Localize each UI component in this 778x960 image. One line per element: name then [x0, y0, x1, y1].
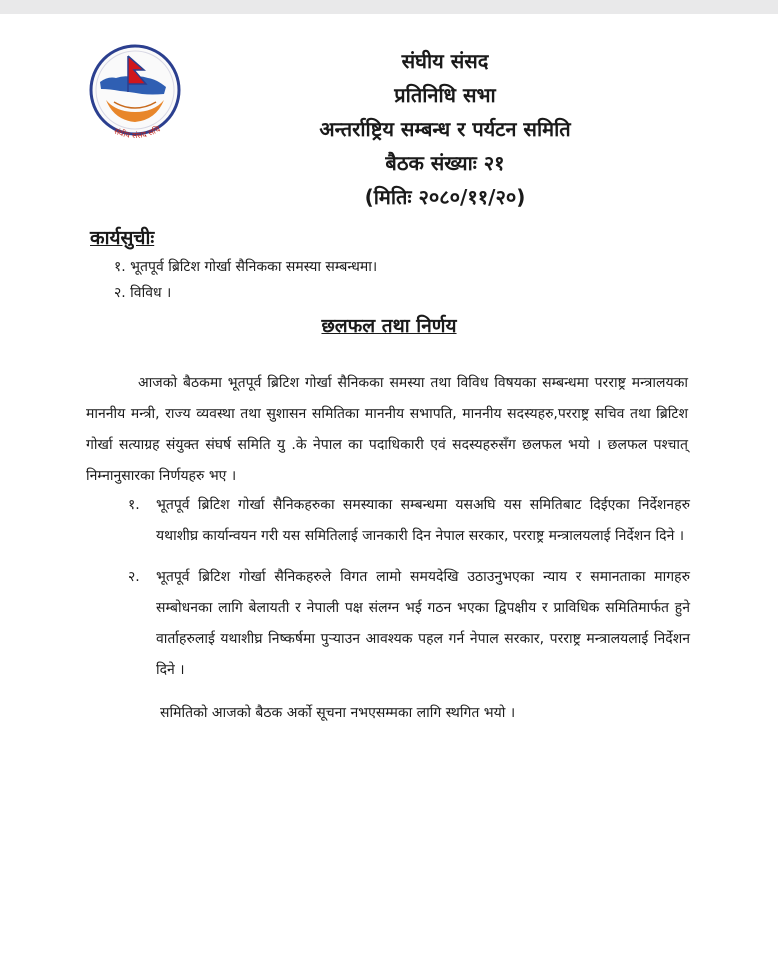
- closing-statement: समितिको आजको बैठक अर्को सूचना नभएसम्मका लागि स्थगित भयो ।: [160, 705, 516, 721]
- discussion-title: छलफल तथा निर्णय: [321, 315, 457, 337]
- decision-item: [128, 490, 690, 552]
- header-parliament: संघीय संसद: [401, 49, 489, 73]
- decision-number: १.: [128, 497, 140, 513]
- header-date: (मितिः २०८०/११/२०): [364, 185, 526, 209]
- header-house: प्रतिनिधि सभा: [394, 83, 496, 107]
- svg-text:संघीय संसद सचिवालय: संघीय संसद सचि: [112, 124, 162, 141]
- agenda-item: २. विविध ।: [114, 285, 172, 301]
- document-page: [0, 14, 778, 960]
- discussion-paragraph: आजको बैठकमा भूतपूर्व ब्रिटिश गोर्खा सैनिकका समस्या तथा विविध विषयका सम्बन्धमा परराष्ट्र मन्त्रालयका माननीय मन्त्री, राज्य व्यवस्था तथा सुशासन समितिका माननीय सभापति, माननीय सदस्यहरु,परराष्ट्र सचिव तथा ब्रिटिश गोर्खा सत्याग्रह संयुक्त संघर्ष समिति यु .के नेपाल का पदाधिकारी एवं सदस्यहरुसँग छलफल भयो । छलफल पश्चात् निम्नानुसारका निर्णयहरु भए ।: [86, 375, 688, 484]
- decision-number: २.: [128, 569, 140, 585]
- decision-list: [128, 490, 690, 696]
- agenda-item: १. भूतपूर्व ब्रिटिश गोर्खा सैनिकका समस्या सम्बन्धमा।: [114, 259, 378, 275]
- parliament-emblem-icon: [86, 42, 184, 154]
- top-margin-bar: [0, 0, 778, 14]
- agenda-list: [114, 254, 377, 306]
- document-header: [240, 44, 650, 214]
- decision-text: भूतपूर्व ब्रिटिश गोर्खा सैनिकहरुले विगत लामो समयदेखि उठाउनुभएका न्याय र समानताका मागहरु सम्बोधनका लागि बेलायती र नेपाली पक्ष संलग्न भई गठन भएका द्विपक्षीय र प्राविधिक समितिमार्फत हुने वार्ताहरुलाई यथाशीघ्र निष्कर्षमा पुऱ्याउन आवश्यक पहल गर्न नेपाल सरकार, परराष्ट्र मन्त्रालयलाई निर्देशन दिने ।: [156, 569, 690, 678]
- decision-text: भूतपूर्व ब्रिटिश गोर्खा सैनिकहरुका समस्याका सम्बन्धमा यसअघि यस समितिबाट दिईएका निर्देशनहरु यथाशीघ्र कार्यान्वयन गरी यस समितिलाई जानकारी दिन नेपाल सरकार, परराष्ट्र मन्त्रालयलाई निर्देशन दिने ।: [156, 497, 690, 544]
- agenda-title: कार्यसुचीः: [90, 227, 155, 249]
- decision-item: [128, 562, 690, 686]
- header-committee: अन्तर्राष्ट्रिय सम्बन्ध र पर्यटन समिति: [319, 117, 571, 141]
- header-meeting-number: बैठक संख्याः २१: [385, 151, 505, 175]
